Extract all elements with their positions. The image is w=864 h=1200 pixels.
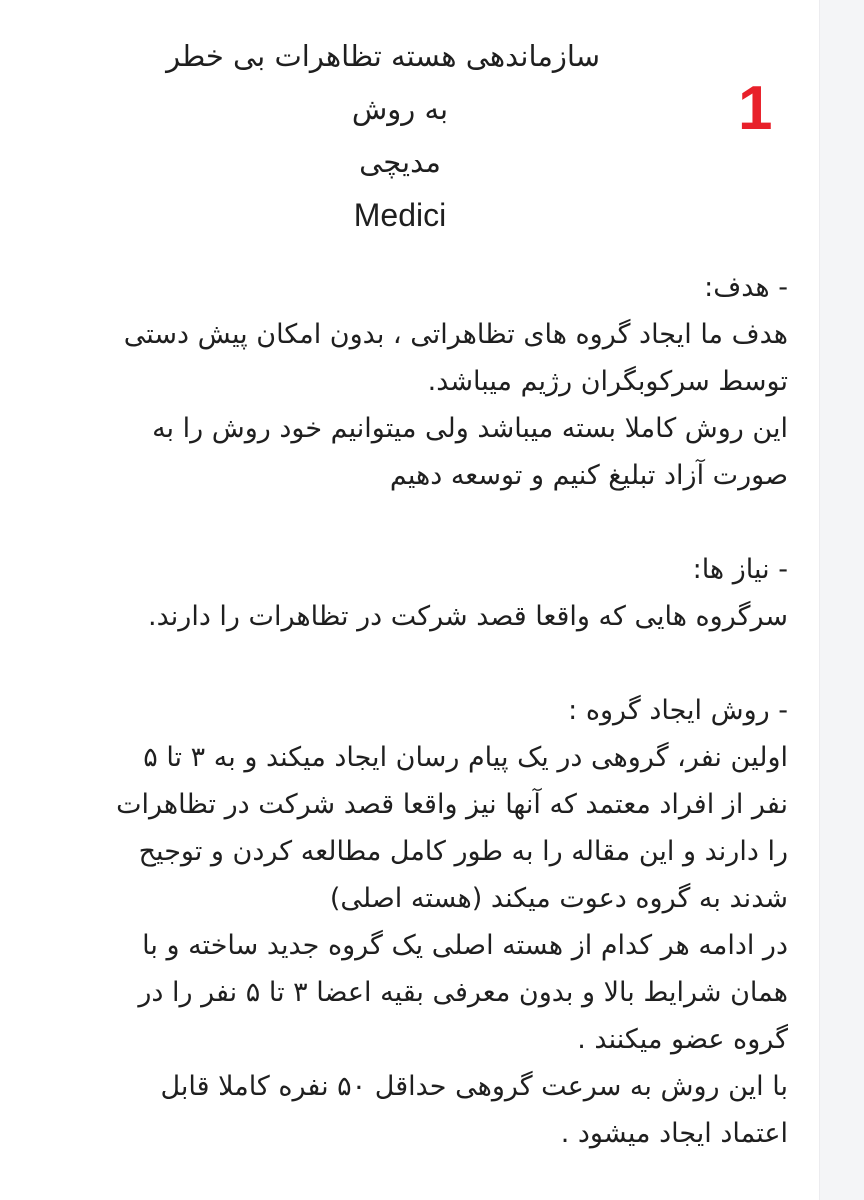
goal-line-4: صورت آزاد تبلیغ کنیم و توسعه دهیم [389, 460, 788, 491]
method-line-4: شدند به گروه دعوت میکند (هسته اصلی) [329, 883, 788, 914]
method-line-3: را دارند و این مقاله را به طور کامل مطالعه کردن و توجیح [138, 836, 788, 867]
needs-heading: - نیاز ها: [692, 554, 788, 585]
document-title [166, 30, 600, 242]
goal-line-3: این روش کاملا بسته میباشد ولی میتوانیم خود روش را به [152, 413, 788, 444]
method-line-5: در ادامه هر کدام از هسته اصلی یک گروه جدید ساخته و با [142, 930, 788, 961]
title-latin: Medici [353, 197, 447, 233]
title-line-2: به روش [351, 92, 449, 126]
document-body [30, 264, 788, 1157]
needs-line-1: سرگروه هایی که واقعا قصد شرکت در تظاهرات را دارند. [148, 601, 788, 632]
method-line-7: گروه عضو میکنند . [577, 1024, 788, 1055]
goal-line-1: هدف ما ایجاد گروه های تظاهراتی ، بدون امکان پیش دستی [123, 319, 788, 350]
side-margin-strip [820, 0, 864, 1200]
method-line-9: اعتماد ایجاد میشود . [560, 1118, 788, 1149]
title-line-1: سازماندهی هسته تظاهرات بی خطر [166, 39, 600, 73]
title-line-3: مدیچی [359, 145, 441, 179]
method-line-2: نفر از افراد معتمد که آنها نیز واقعا قصد شرکت در تظاهرات [116, 789, 788, 820]
method-line-6: همان شرایط بالا و بدون معرفی بقیه اعضا ۳ تا ۵ نفر را در [138, 977, 788, 1008]
method-line-1: اولین نفر، گروهی در یک پیام رسان ایجاد میکند و به ۳ تا ۵ [143, 742, 788, 773]
goal-heading: - هدف: [704, 272, 788, 303]
method-heading: - روش ایجاد گروه : [568, 695, 788, 726]
method-line-8: با این روش به سرعت گروهی حداقل ۵۰ نفره کاملا قابل [160, 1071, 788, 1102]
page-number: 1 [738, 74, 773, 143]
goal-line-2: توسط سرکوبگران رژیم میباشد. [427, 366, 788, 397]
section-spacer [30, 640, 788, 687]
section-spacer [30, 499, 788, 546]
